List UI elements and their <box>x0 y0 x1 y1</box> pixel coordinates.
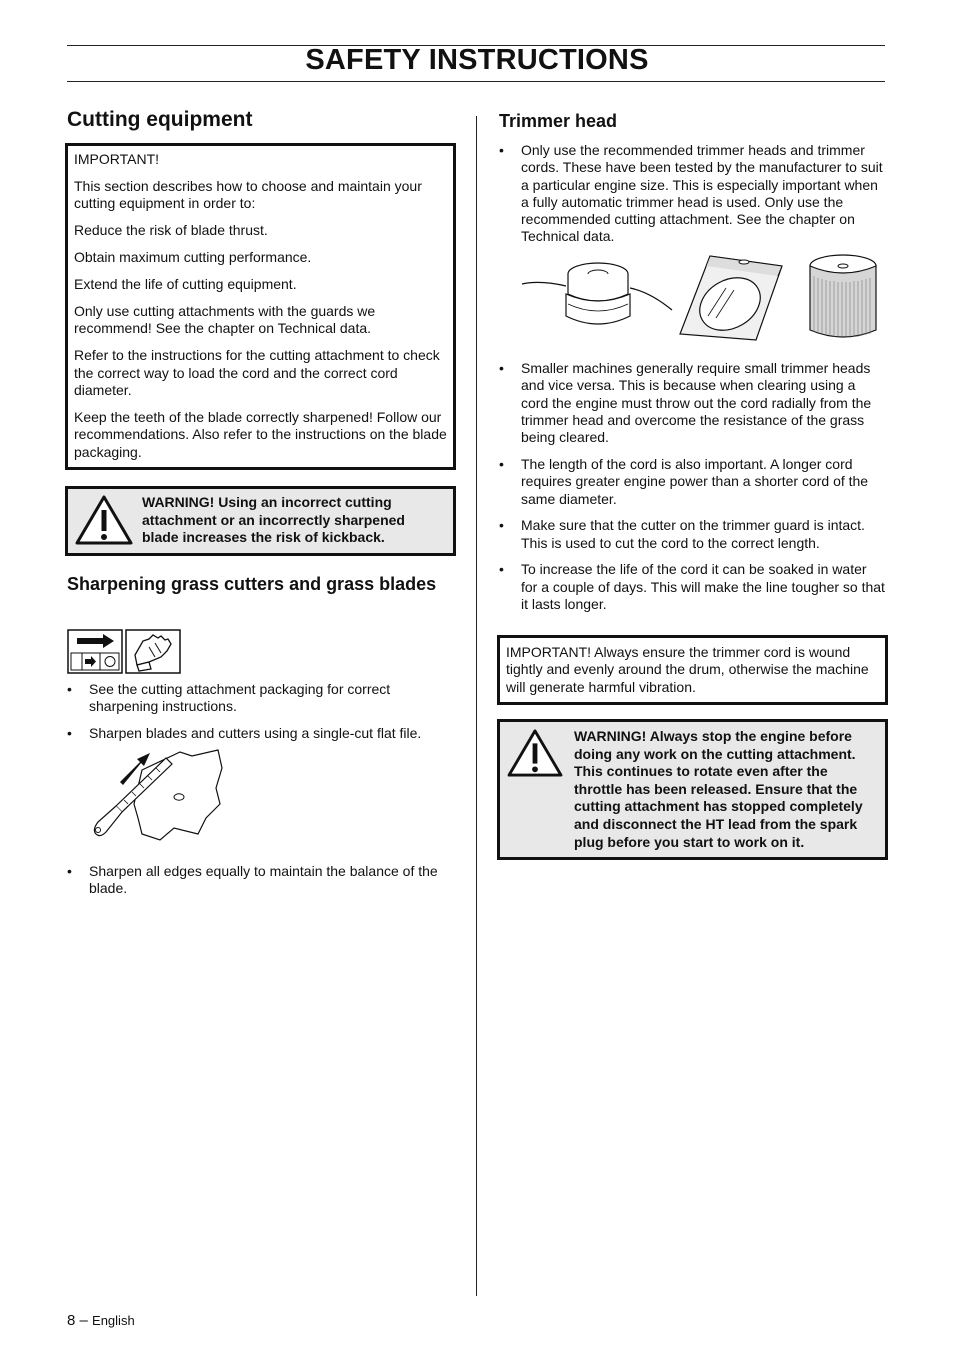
trimmer-list-2 <box>499 360 885 623</box>
important-paragraph: Reduce the risk of blade thrust. <box>74 222 268 239</box>
trimmer-head-and-cord-illustration <box>520 250 880 345</box>
list-item: • Only use the recommended trimmer heads and trimmer cords. These have been tested by the manufacturer to suit a particular engine size. This is especially important when a fully automatic trimmer head is used. Only use the recommended cutting attachment. See the chapter on Technical data. <box>499 142 883 245</box>
arrow-stop-icon <box>67 629 123 674</box>
warning-text: WARNING! Using an incorrect cutting attachment or an incorrectly sharpened blade increases the risk of kickback. <box>142 494 405 546</box>
sharpening-list-2 <box>67 863 457 907</box>
important-paragraph: Extend the life of cutting equipment. <box>74 276 297 293</box>
important-paragraph: Obtain maximum cutting performance. <box>74 249 312 266</box>
page-footer <box>67 1312 135 1329</box>
list-item-text: Sharpen blades and cutters using a single-cut flat file. <box>89 725 422 742</box>
list-item-text: Sharpen all edges equally to maintain the balance of the blade. <box>89 863 438 897</box>
list-item: • Smaller machines generally require small trimmer heads and vice versa. This is because when clearing using a cord the engine must throw out the cord radially from the trimmer head and overcome the resistance of the grass being cleared. <box>499 360 872 446</box>
warning-box-kickback <box>65 486 456 556</box>
important-paragraph: Keep the teeth of the blade correctly sharpened! Follow our recommendations. Also refer to the instructions on the blade packaging. <box>74 408 447 460</box>
list-item-text: See the cutting attachment packaging for correct sharpening instructions. <box>89 681 391 715</box>
list-item: • To increase the life of the cord it can be soaked in water for a couple of days. This will make the line tougher so that it lasts longer. <box>499 561 885 613</box>
important-paragraph: IMPORTANT! <box>74 151 160 167</box>
important-box <box>65 143 456 470</box>
important-text: IMPORTANT! Always ensure the trimmer cord is wound tightly and evenly around the drum, otherwise the machine will generate harmful vibration. <box>506 644 869 695</box>
glove-icon <box>125 629 181 674</box>
warning-triangle-icon <box>74 494 134 546</box>
list-item-text: Smaller machines generally require small trimmer heads and vice versa. This is because when clearing using a cord the engine must throw out the cord radially from the trimmer head and overcome the resistance of the grass being cleared. <box>521 360 872 446</box>
page-title: SAFETY INSTRUCTIONS <box>305 44 649 76</box>
header-bottom-rule <box>67 81 885 82</box>
list-item-text: Only use the recommended trimmer heads and trimmer cords. These have been tested by the manufacturer to suit a particular engine size. This is especially important when a fully automatic trimmer head is used. Only use the recommended cutting attachment. See the chapter on Technical data. <box>521 142 883 245</box>
column-divider <box>476 116 477 1296</box>
list-item: • See the cutting attachment packaging for correct sharpening instructions. <box>67 681 391 715</box>
warning-box-stop-engine <box>497 719 888 860</box>
list-item-text: Make sure that the cutter on the trimmer guard is intact. This is used to cut the cord to the correct length. <box>521 517 865 551</box>
important-box-cord <box>497 635 888 705</box>
list-item-text: The length of the cord is also important. A longer cord requires greater engine power than a shorter cord of the same diameter. <box>521 455 869 507</box>
trimmer-list-1 <box>499 142 885 255</box>
file-and-blade-illustration <box>88 748 228 844</box>
section-title-sharpening: Sharpening grass cutters and grass blades <box>67 574 437 594</box>
list-item: • The length of the cord is also important. A longer cord requires greater engine power than a shorter cord of the same diameter. <box>499 455 869 507</box>
list-item-text: To increase the life of the cord it can be soaked in water for a couple of days. This will make the line tougher so that it lasts longer. <box>521 561 885 613</box>
warning-triangle-icon <box>506 728 564 778</box>
section-title-cutting-equipment: Cutting equipment <box>67 108 253 131</box>
list-item: • Make sure that the cutter on the trimmer guard is intact. This is used to cut the cord to the correct length. <box>499 517 865 551</box>
important-paragraph: Only use cutting attachments with the guards we recommend! See the chapter on Technical data. <box>74 302 376 337</box>
list-item: • Sharpen blades and cutters using a single-cut flat file. <box>67 725 422 742</box>
warning-text: WARNING! Always stop the engine before doing any work on the cutting attachment. This continues to rotate even after the throttle has been released. Ensure that the cutting attachment has stopped completely and disconnect the HT lead from the spark plug before you start to work on it. <box>574 728 863 850</box>
list-item: • Sharpen all edges equally to maintain the balance of the blade. <box>67 863 438 897</box>
section-title-trimmer-head: Trimmer head <box>499 111 618 131</box>
page-number: 8 – <box>67 1312 88 1329</box>
important-paragraph: This section describes how to choose and maintain your cutting equipment in order to: <box>74 177 422 212</box>
important-paragraph: Refer to the instructions for the cutting attachment to check the correct way to load the cord and the correct cord diameter. <box>74 347 440 399</box>
sharpening-list <box>67 681 457 752</box>
footer-language: English <box>92 1313 135 1328</box>
